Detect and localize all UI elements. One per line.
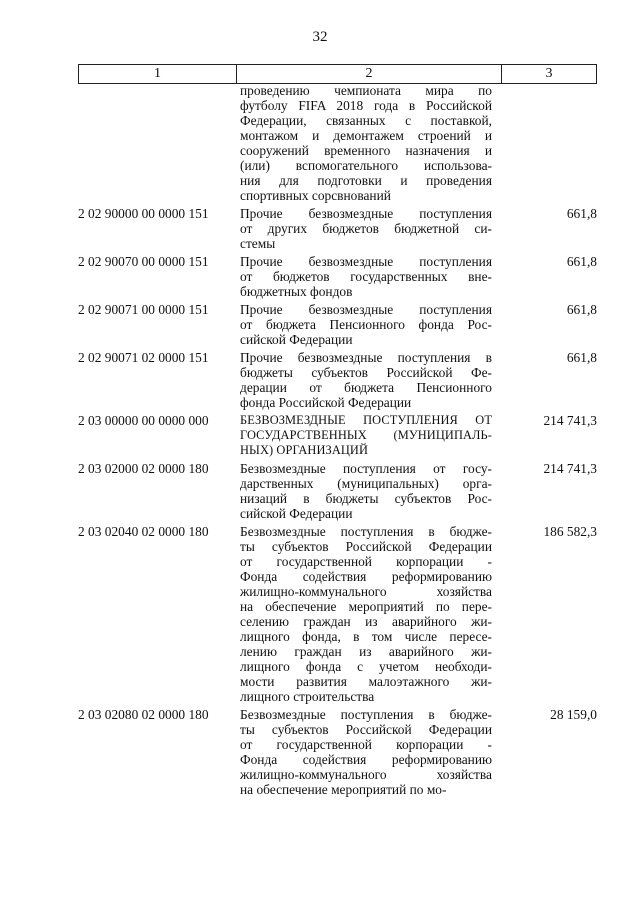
amount-value [492, 83, 597, 203]
description-line: на обеспечение мероприятий по мо- [240, 782, 447, 797]
description-line: от бюджета Пенсионного фонда Рос- [240, 317, 492, 332]
table-row [78, 302, 597, 347]
description-line: БЕЗВОЗМЕЗДНЫЕ ПОСТУПЛЕНИЯ ОТ [240, 413, 492, 427]
description-line: сийской Федерации [240, 506, 353, 521]
budget-code: 2 02 90000 00 0000 151 [78, 206, 209, 221]
description-line: бюджеты субъектов Российской Фе- [240, 365, 492, 380]
description-line: Фонда содействия реформированию [240, 752, 492, 767]
description-line: Федерации, связанных с поставкой, [240, 113, 492, 128]
description-line: проведению чемпионата мира по [240, 83, 492, 98]
description-line: сооружений временного назначения и [240, 143, 492, 158]
description-line: дерации от бюджета Пенсионного [240, 380, 492, 395]
description-line: от государственной корпорации - [240, 737, 492, 752]
description-line: бюджетных фондов [240, 284, 353, 299]
budget-code: 2 03 02080 02 0000 180 [78, 707, 209, 722]
revenue-description [240, 707, 492, 797]
revenue-description [240, 413, 492, 458]
description-line: лищного строительства [240, 689, 375, 704]
table-row [78, 254, 597, 299]
description-line: Безвозмездные поступления в бюдже- [240, 524, 492, 539]
table-row [78, 350, 597, 410]
description-line: Безвозмездные поступления от госу- [240, 461, 492, 476]
table-row [78, 413, 597, 458]
budget-code: 2 03 00000 00 0000 000 [78, 413, 209, 428]
description-line: НЫХ) ОРГАНИЗАЦИЙ [240, 443, 369, 457]
description-line: дарственных (муниципальных) орга- [240, 476, 492, 491]
description-line: сийской Федерации [240, 332, 353, 347]
description-line: Прочие безвозмездные поступления [240, 254, 492, 269]
amount-value: 214 741,3 [543, 413, 597, 428]
description-line: лищного фонда с учетом необходи- [240, 659, 492, 674]
budget-code: 2 02 90070 00 0000 151 [78, 254, 209, 269]
budget-code [78, 83, 238, 203]
description-line: селению граждан из аварийного жи- [240, 614, 492, 629]
description-line: спортивных сорсвнований [240, 188, 391, 203]
revenue-description [240, 461, 492, 521]
description-line: жилищно-коммунального хозяйства [240, 767, 492, 782]
table-row [78, 524, 597, 704]
amount-value: 214 741,3 [543, 461, 597, 476]
description-line: жилищно-коммунального хозяйства [240, 584, 492, 599]
budget-code: 2 03 02000 02 0000 180 [78, 461, 209, 476]
description-line: на обеспечение мероприятий по пере- [240, 599, 492, 614]
table-header-row [78, 64, 597, 84]
revenue-description [240, 350, 492, 410]
table-row [78, 83, 597, 203]
description-line: низаций в бюджеты субъектов Рос- [240, 491, 492, 506]
description-line: монтажом и демонтажем строений и [240, 128, 492, 143]
amount-value: 186 582,3 [543, 524, 597, 539]
table-row [78, 707, 597, 797]
description-line: стемы [240, 236, 276, 251]
page-number: 32 [312, 29, 328, 45]
description-line: ты субъектов Российской Федерации [240, 722, 492, 737]
description-line: лищного фонда, в том числе пересе- [240, 629, 492, 644]
table-row [78, 206, 597, 251]
description-line: ГОСУДАРСТВЕННЫХ (МУНИЦИПАЛЬ- [240, 428, 492, 442]
budget-code: 2 03 02040 02 0000 180 [78, 524, 209, 539]
description-line: фонда Российской Федерации [240, 395, 412, 410]
revenue-description [240, 254, 492, 299]
description-line: от других бюджетов бюджетной си- [240, 221, 492, 236]
amount-value: 28 159,0 [550, 707, 597, 722]
description-line: Прочие безвозмездные поступления [240, 302, 492, 317]
column-header-1: 1 [154, 66, 161, 81]
amount-value: 661,8 [566, 350, 597, 365]
description-line: Фонда содействия реформированию [240, 569, 492, 584]
description-line: от бюджетов государственных вне- [240, 269, 492, 284]
description-line: Прочие безвозмездные поступления в [240, 350, 492, 365]
amount-value: 661,8 [566, 254, 597, 269]
description-line: лению граждан из аварийного жи- [240, 644, 492, 659]
column-header-3: 3 [501, 65, 596, 83]
description-line: ты субъектов Российской Федерации [240, 539, 492, 554]
revenue-description [240, 83, 492, 203]
description-line: ния для подготовки и проведения [240, 173, 492, 188]
description-line: мости развития малоэтажного жи- [240, 674, 492, 689]
revenue-description [240, 206, 492, 251]
column-header-2: 2 [236, 65, 501, 83]
table-row [78, 461, 597, 521]
description-line: (или) вспомогательного использова- [240, 158, 492, 173]
amount-value: 661,8 [566, 302, 597, 317]
budget-code: 2 02 90071 02 0000 151 [78, 350, 209, 365]
table-body [78, 84, 597, 800]
description-line: Прочие безвозмездные поступления [240, 206, 492, 221]
budget-code: 2 02 90071 00 0000 151 [78, 302, 209, 317]
description-line: Безвозмездные поступления в бюдже- [240, 707, 492, 722]
revenue-description [240, 524, 492, 704]
description-line: футболу FIFA 2018 года в Российской [240, 98, 492, 113]
description-line: от государственной корпорации - [240, 554, 492, 569]
revenue-description [240, 302, 492, 347]
amount-value: 661,8 [566, 206, 597, 221]
